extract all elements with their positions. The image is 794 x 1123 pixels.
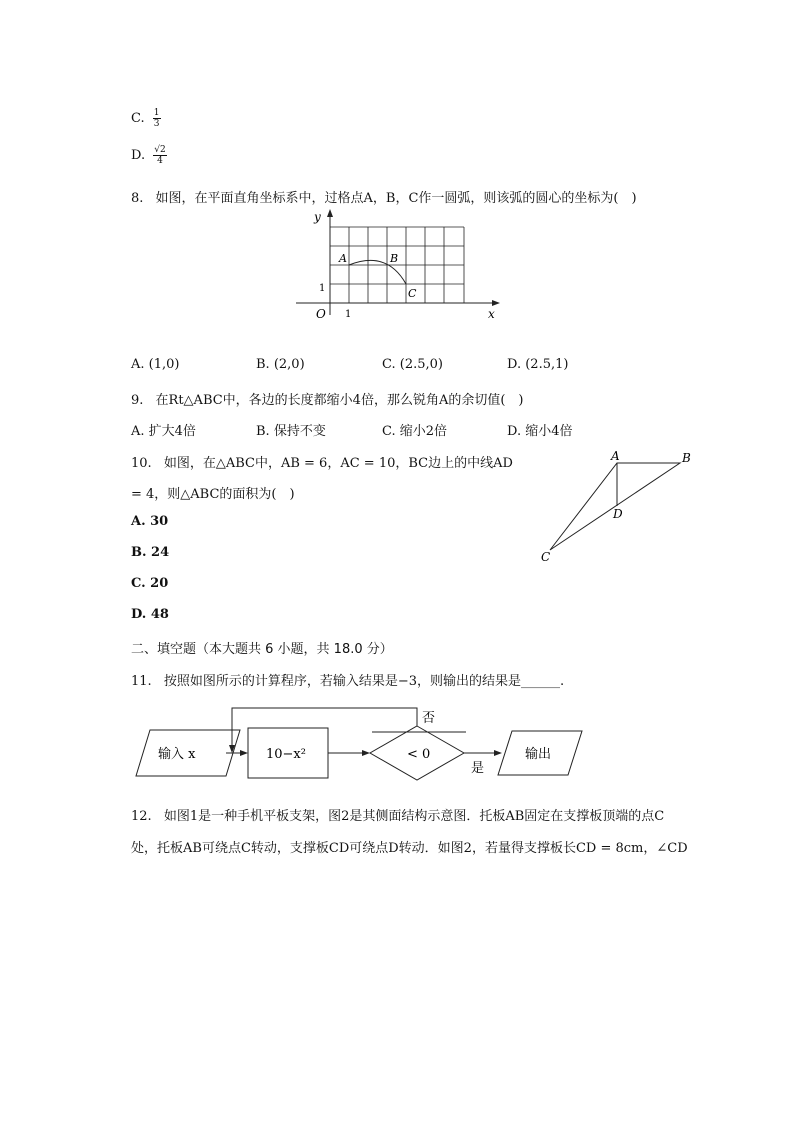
q10-option-a: A. 30 — [131, 514, 169, 529]
q8-option-b: B. (2,0) — [256, 357, 305, 372]
question-number: 8. — [131, 191, 144, 206]
question-number: 10. — [131, 456, 152, 471]
yes-label: 是 — [471, 761, 485, 776]
vertex-a-label: A — [611, 449, 620, 463]
y-axis-label: y — [314, 210, 321, 224]
q8-option-a: A. (1,0) — [131, 357, 180, 372]
q8-grid-figure — [290, 205, 510, 325]
question-text: 按照如图所示的计算程序，若输入结果是−3，则输出的结果是______. — [163, 674, 565, 689]
output-label: 输出 — [525, 747, 552, 762]
condition-label: < 0 — [407, 747, 431, 762]
point-b-label: B — [390, 252, 399, 265]
point-a-label: A — [339, 252, 347, 265]
question-number: 12. — [131, 809, 152, 824]
q10-option-d: D. 48 — [131, 607, 169, 622]
q9-stem — [131, 389, 524, 408]
numerator: √2 — [154, 145, 166, 155]
option-label: D. — [131, 148, 146, 163]
x-axis-label: x — [488, 307, 495, 321]
x-axis-arrow-icon — [492, 300, 500, 306]
origin-label: O — [316, 307, 326, 321]
option-label: C. — [131, 111, 145, 126]
q8-option-d: D. (2.5,1) — [507, 357, 569, 372]
arrowhead-icon — [362, 750, 370, 756]
q10-stem-line1 — [131, 452, 513, 471]
arrowhead-icon — [494, 750, 502, 756]
q9-option-d: D. 缩小4倍 — [507, 424, 573, 439]
q7-option-c — [131, 108, 161, 129]
fraction — [153, 108, 161, 129]
question-text: 如图，在平面直角坐标系中，过格点A，B，C作一圆弧，则该弧的圆心的坐标为( ) — [155, 191, 637, 206]
fraction — [153, 145, 166, 166]
point-c-label: C — [408, 287, 417, 300]
denominator: 3 — [153, 119, 160, 129]
q11-flowchart — [128, 700, 598, 792]
q10-stem-line2: = 4，则△ABC的面积为( ) — [131, 487, 295, 502]
y-axis-arrow-icon — [327, 209, 333, 217]
question-number: 9. — [131, 393, 144, 408]
process-label: 10−x² — [266, 747, 306, 762]
q7-option-d — [131, 145, 167, 166]
q9-option-c: C. 缩小2倍 — [382, 424, 448, 439]
input-label: 输入 x — [158, 747, 196, 762]
question-text: 如图1是一种手机平板支架，图2是其侧面结构示意图．托板AB固定在支撑板顶端的点C — [163, 809, 665, 824]
loop-back-line — [232, 708, 417, 750]
vertex-c-label: C — [541, 550, 551, 564]
question-text: 在Rt△ABC中，各边的长度都缩小4倍，那么锐角A的余切值( ) — [155, 393, 524, 408]
q10-option-b: B. 24 — [131, 545, 170, 560]
arrowhead-icon — [240, 750, 248, 756]
no-label: 否 — [422, 711, 436, 726]
q8-option-c: C. (2.5,0) — [382, 357, 443, 372]
q11-stem — [131, 670, 564, 689]
q12-line2: 处，托板AB可绕点C转动，支撑板CD可绕点D转动．如图2，若量得支撑板长CD = 8cm，∠CD — [131, 841, 688, 856]
vertex-b-label: B — [682, 451, 691, 465]
point-d-label: D — [613, 507, 623, 521]
section-heading: 二、填空题（本大题共 6 小题，共 18.0 分） — [131, 642, 393, 657]
y-unit-label: 1 — [319, 283, 326, 294]
q12-line1 — [131, 805, 664, 824]
denominator: 4 — [157, 156, 163, 166]
q9-option-b: B. 保持不变 — [256, 424, 326, 439]
x-unit-label: 1 — [345, 309, 352, 320]
q10-option-c: C. 20 — [131, 576, 169, 591]
q9-option-a: A. 扩大4倍 — [131, 424, 196, 439]
question-number: 11. — [131, 674, 152, 689]
question-text: 如图，在△ABC中，AB = 6，AC = 10，BC边上的中线AD — [163, 456, 513, 471]
q10-triangle-figure — [535, 448, 700, 570]
q8-stem — [131, 187, 637, 206]
numerator: 1 — [153, 108, 160, 118]
